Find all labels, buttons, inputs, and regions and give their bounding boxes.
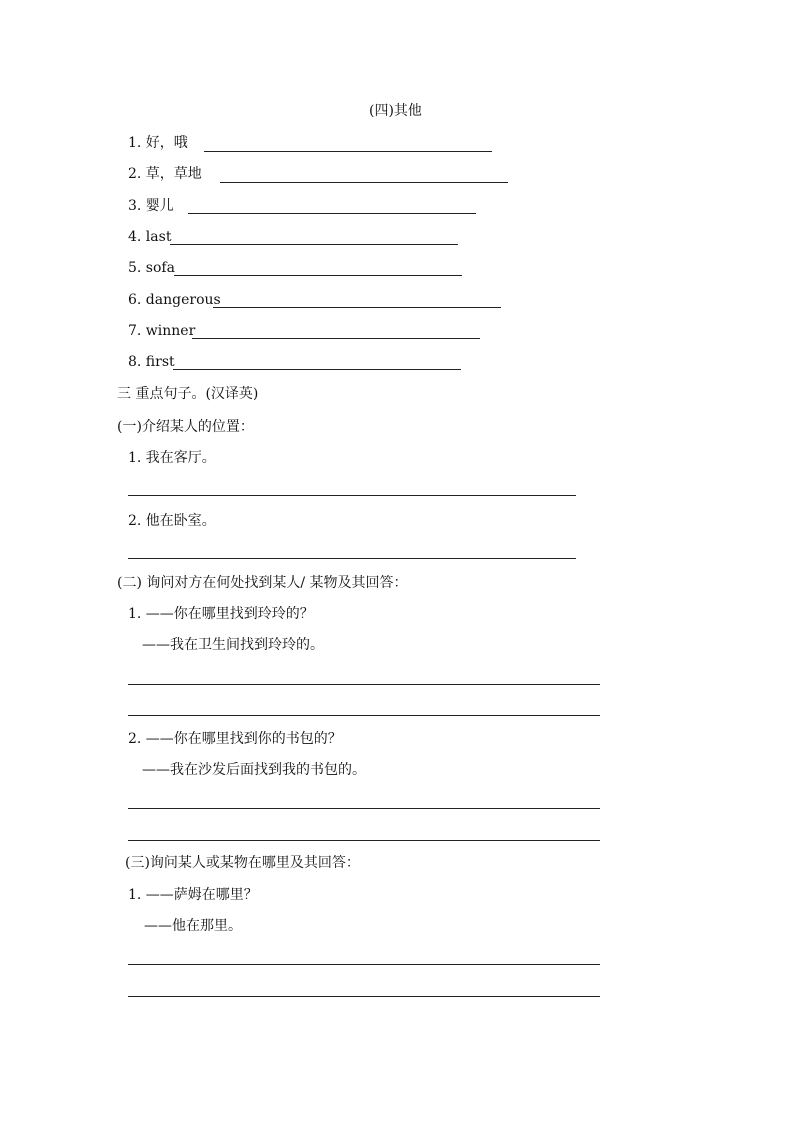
answer-line[interactable]	[173, 369, 461, 370]
answer-line[interactable]	[204, 151, 492, 152]
vocab-item-label: 5. sofa	[128, 260, 175, 276]
answer-line[interactable]	[188, 213, 476, 214]
vocab-item-label: 8. first	[128, 354, 175, 370]
answer-line[interactable]	[128, 808, 600, 809]
vocab-item-label: 2. 草，草地	[128, 166, 202, 182]
answer-prompt-text: ——我在卫生间找到玲玲的。	[142, 637, 324, 653]
question-text: 2. ——你在哪里找到你的书包的？	[128, 731, 342, 747]
answer-line[interactable]	[170, 244, 458, 245]
answer-line[interactable]	[128, 684, 600, 685]
answer-prompt-text: ——我在沙发后面找到我的书包的。	[142, 762, 366, 778]
answer-line[interactable]	[174, 275, 462, 276]
answer-line[interactable]	[128, 495, 576, 496]
answer-line[interactable]	[128, 964, 600, 965]
answer-line[interactable]	[192, 338, 480, 339]
question-text: 1. ——萨姆在哪里？	[128, 887, 258, 903]
answer-line[interactable]	[220, 182, 508, 183]
subsection-title: (一)介绍某人的位置：	[117, 419, 254, 435]
subsection-title: (三)询问某人或某物在哪里及其回答：	[125, 855, 360, 871]
vocab-item-label: 1. 好，哦	[128, 135, 188, 151]
question-text: 1. 我在客厅。	[128, 450, 216, 466]
answer-line[interactable]	[128, 840, 600, 841]
vocab-item-label: 7. winner	[128, 323, 196, 339]
answer-line[interactable]	[128, 715, 600, 716]
part-title: 三 重点句子。(汉译英)	[117, 386, 259, 402]
subsection-title: (二) 询问对方在何处找到某人/ 某物及其回答：	[117, 575, 408, 591]
question-text: 2. 他在卧室。	[128, 513, 216, 529]
section-title: (四)其他	[369, 103, 422, 119]
answer-prompt-text: ——他在那里。	[144, 918, 242, 934]
answer-line[interactable]	[128, 996, 600, 997]
vocab-item-label: 6. dangerous	[128, 292, 221, 308]
answer-line[interactable]	[213, 307, 501, 308]
vocab-item-label: 3. 婴儿	[128, 198, 174, 214]
answer-line[interactable]	[128, 558, 576, 559]
question-text: 1. ——你在哪里找到玲玲的？	[128, 606, 314, 622]
vocab-item-label: 4. last	[128, 229, 172, 245]
